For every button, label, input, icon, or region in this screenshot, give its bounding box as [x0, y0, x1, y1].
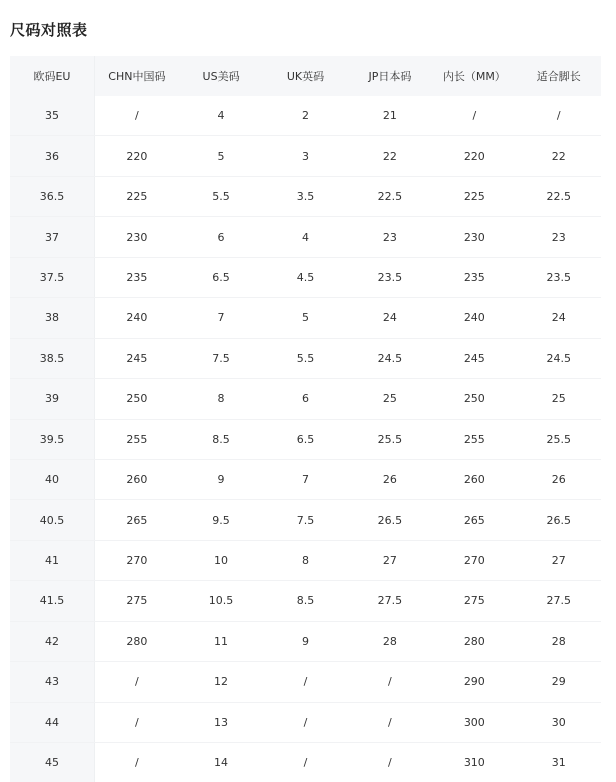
cell-uk: / — [263, 702, 347, 742]
page-title: 尺码对照表 — [10, 19, 88, 40]
cell-eu: 35 — [10, 96, 94, 136]
cell-foot-length: 29 — [517, 662, 601, 702]
cell-inner-length: 230 — [432, 217, 516, 257]
cell-inner-length: 310 — [432, 743, 516, 782]
cell-foot-length: 26 — [517, 459, 601, 499]
cell-us: 13 — [179, 702, 263, 742]
cell-uk: 2 — [263, 96, 347, 136]
cell-foot-length: 28 — [517, 621, 601, 661]
cell-foot-length: 27.5 — [517, 581, 601, 621]
cell-jp: 26 — [348, 459, 432, 499]
cell-jp: 24.5 — [348, 338, 432, 378]
header-chn: CHN中国码 — [94, 56, 178, 96]
header-uk: UK英码 — [263, 56, 347, 96]
cell-chn: 265 — [94, 500, 178, 540]
cell-us: 6 — [179, 217, 263, 257]
cell-jp: 22 — [348, 136, 432, 176]
header-row — [10, 56, 601, 96]
cell-inner-length: 270 — [432, 540, 516, 580]
cell-uk: 7 — [263, 459, 347, 499]
cell-foot-length: / — [517, 96, 601, 136]
cell-us: 5 — [179, 136, 263, 176]
table-row — [10, 338, 601, 378]
cell-inner-length: 240 — [432, 298, 516, 338]
cell-jp: 26.5 — [348, 500, 432, 540]
cell-foot-length: 22 — [517, 136, 601, 176]
cell-us: 10.5 — [179, 581, 263, 621]
cell-uk: 5.5 — [263, 338, 347, 378]
cell-eu: 41 — [10, 540, 94, 580]
cell-uk: 6 — [263, 379, 347, 419]
cell-eu: 38 — [10, 298, 94, 338]
cell-uk: 8 — [263, 540, 347, 580]
table-row — [10, 136, 601, 176]
table-row — [10, 379, 601, 419]
cell-us: 12 — [179, 662, 263, 702]
cell-inner-length: 250 — [432, 379, 516, 419]
header-eu: 欧码EU — [10, 56, 94, 96]
cell-eu: 40 — [10, 459, 94, 499]
cell-uk: 4 — [263, 217, 347, 257]
cell-inner-length: 245 — [432, 338, 516, 378]
cell-chn: / — [94, 702, 178, 742]
cell-inner-length: / — [432, 96, 516, 136]
cell-uk: 3 — [263, 136, 347, 176]
cell-inner-length: 280 — [432, 621, 516, 661]
cell-foot-length: 31 — [517, 743, 601, 782]
cell-inner-length: 275 — [432, 581, 516, 621]
cell-us: 14 — [179, 743, 263, 782]
cell-inner-length: 255 — [432, 419, 516, 459]
cell-foot-length: 25.5 — [517, 419, 601, 459]
cell-jp: 25 — [348, 379, 432, 419]
cell-jp: 23.5 — [348, 257, 432, 297]
cell-jp: 27.5 — [348, 581, 432, 621]
cell-eu: 40.5 — [10, 500, 94, 540]
size-chart-table — [10, 56, 601, 782]
cell-jp: 24 — [348, 298, 432, 338]
table-row — [10, 217, 601, 257]
table-row — [10, 621, 601, 661]
table-header — [10, 56, 601, 96]
cell-eu: 39.5 — [10, 419, 94, 459]
cell-foot-length: 27 — [517, 540, 601, 580]
cell-chn: 225 — [94, 176, 178, 216]
cell-us: 6.5 — [179, 257, 263, 297]
cell-uk: 3.5 — [263, 176, 347, 216]
cell-chn: 250 — [94, 379, 178, 419]
cell-chn: 260 — [94, 459, 178, 499]
cell-eu: 43 — [10, 662, 94, 702]
cell-eu: 39 — [10, 379, 94, 419]
cell-foot-length: 23 — [517, 217, 601, 257]
table-row — [10, 581, 601, 621]
cell-chn: 240 — [94, 298, 178, 338]
cell-eu: 45 — [10, 743, 94, 782]
cell-jp: 22.5 — [348, 176, 432, 216]
header-jp: JP日本码 — [348, 56, 432, 96]
cell-eu: 37.5 — [10, 257, 94, 297]
cell-uk: / — [263, 662, 347, 702]
cell-jp: / — [348, 702, 432, 742]
header-inner-length: 内长（MM） — [432, 56, 516, 96]
cell-inner-length: 260 — [432, 459, 516, 499]
cell-eu: 41.5 — [10, 581, 94, 621]
cell-chn: 245 — [94, 338, 178, 378]
cell-us: 8 — [179, 379, 263, 419]
cell-jp: 27 — [348, 540, 432, 580]
cell-uk: 9 — [263, 621, 347, 661]
table-row — [10, 257, 601, 297]
cell-us: 9.5 — [179, 500, 263, 540]
cell-eu: 38.5 — [10, 338, 94, 378]
cell-chn: 220 — [94, 136, 178, 176]
cell-chn: 280 — [94, 621, 178, 661]
cell-foot-length: 24 — [517, 298, 601, 338]
cell-chn: / — [94, 743, 178, 782]
cell-foot-length: 22.5 — [517, 176, 601, 216]
cell-foot-length: 24.5 — [517, 338, 601, 378]
cell-chn: 270 — [94, 540, 178, 580]
cell-eu: 36.5 — [10, 176, 94, 216]
cell-foot-length: 26.5 — [517, 500, 601, 540]
table-row — [10, 459, 601, 499]
cell-jp: 21 — [348, 96, 432, 136]
cell-uk: 6.5 — [263, 419, 347, 459]
cell-inner-length: 290 — [432, 662, 516, 702]
cell-chn: 235 — [94, 257, 178, 297]
table-row — [10, 298, 601, 338]
cell-us: 9 — [179, 459, 263, 499]
cell-jp: / — [348, 662, 432, 702]
table-row — [10, 96, 601, 136]
cell-uk: 5 — [263, 298, 347, 338]
cell-eu: 42 — [10, 621, 94, 661]
table-body — [10, 96, 601, 782]
cell-foot-length: 25 — [517, 379, 601, 419]
cell-uk: 7.5 — [263, 500, 347, 540]
cell-jp: 23 — [348, 217, 432, 257]
cell-eu: 44 — [10, 702, 94, 742]
cell-foot-length: 23.5 — [517, 257, 601, 297]
cell-inner-length: 225 — [432, 176, 516, 216]
cell-uk: 8.5 — [263, 581, 347, 621]
cell-chn: 255 — [94, 419, 178, 459]
header-foot-length: 适合脚长 — [517, 56, 601, 96]
cell-chn: / — [94, 662, 178, 702]
cell-us: 11 — [179, 621, 263, 661]
table-row — [10, 176, 601, 216]
table-row — [10, 702, 601, 742]
cell-inner-length: 220 — [432, 136, 516, 176]
cell-eu: 37 — [10, 217, 94, 257]
cell-eu: 36 — [10, 136, 94, 176]
cell-us: 8.5 — [179, 419, 263, 459]
cell-jp: / — [348, 743, 432, 782]
cell-inner-length: 235 — [432, 257, 516, 297]
table-row — [10, 500, 601, 540]
cell-chn: 275 — [94, 581, 178, 621]
cell-chn: / — [94, 96, 178, 136]
cell-us: 7 — [179, 298, 263, 338]
table-row — [10, 743, 601, 782]
cell-us: 7.5 — [179, 338, 263, 378]
cell-jp: 28 — [348, 621, 432, 661]
cell-uk: 4.5 — [263, 257, 347, 297]
table-row — [10, 662, 601, 702]
cell-chn: 230 — [94, 217, 178, 257]
header-us: US美码 — [179, 56, 263, 96]
cell-inner-length: 300 — [432, 702, 516, 742]
cell-us: 5.5 — [179, 176, 263, 216]
cell-foot-length: 30 — [517, 702, 601, 742]
table-row — [10, 419, 601, 459]
cell-inner-length: 265 — [432, 500, 516, 540]
cell-uk: / — [263, 743, 347, 782]
table-row — [10, 540, 601, 580]
cell-us: 4 — [179, 96, 263, 136]
cell-us: 10 — [179, 540, 263, 580]
cell-jp: 25.5 — [348, 419, 432, 459]
